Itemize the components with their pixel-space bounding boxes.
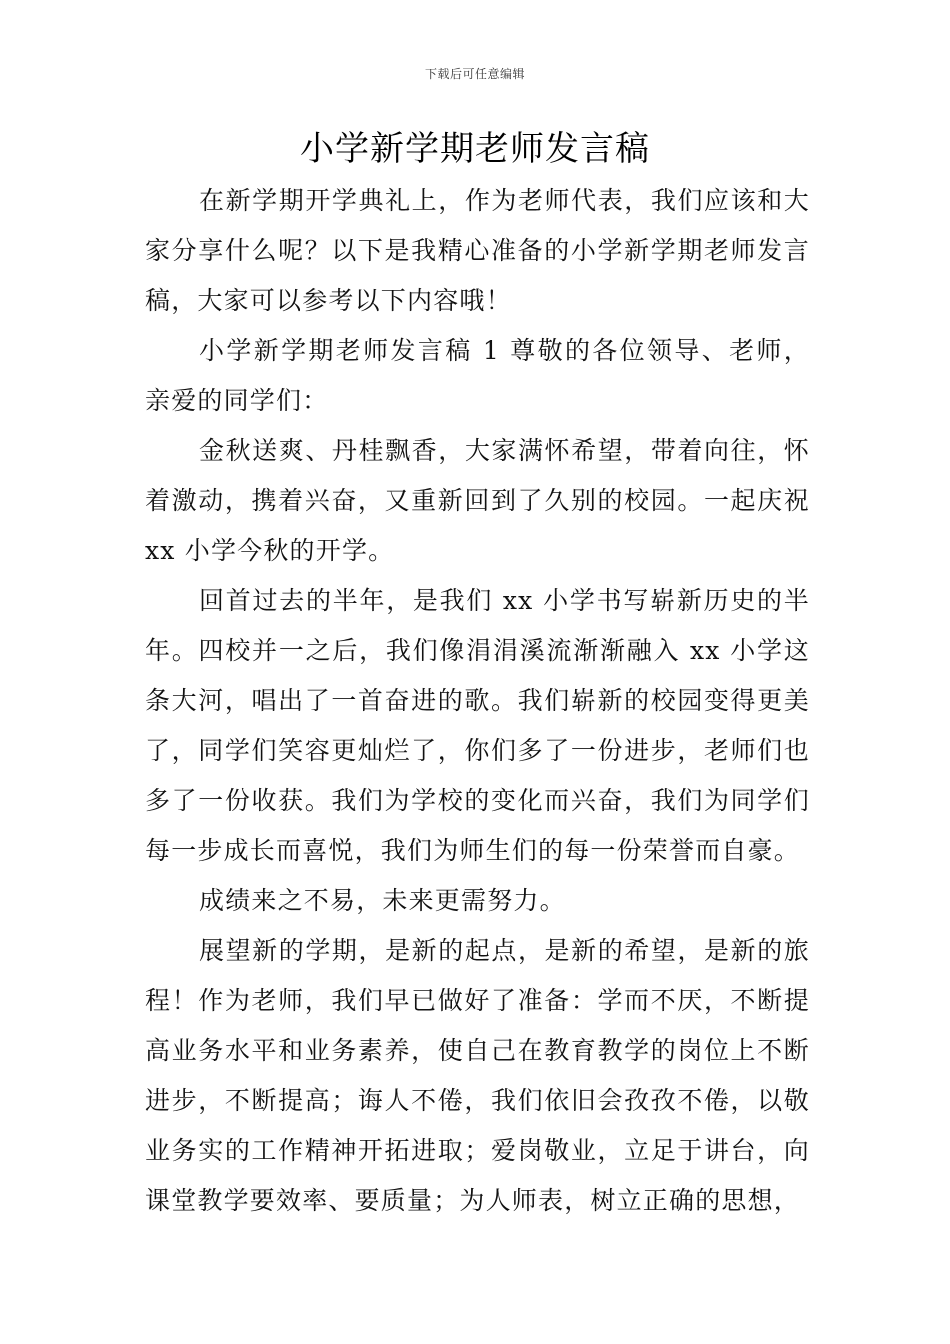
header-note: 下载后可任意编辑 (424, 67, 525, 81)
paragraph-autumn: 金秋送爽、丹桂飘香，大家满怀希望，带着向往，怀着激动，携着兴奋，又重新回到了久别的校园。一起庆祝 xx 小学今秋的开学。 (145, 436, 810, 565)
paragraph-outlook: 展望新的学期，是新的起点，是新的希望，是新的旅程！作为老师，我们早已做好了准备：学而不厌，不断提高业务水平和业务素养，使自己在教育教学的岗位上不断进步，不断提高；诲人不倦，我们依旧会孜孜不倦，以敬业务实的工作精神开拓进取；爱岗敬业，立足于讲台，向课堂教学要效率、要质量；为人师表，树立正确的思想， (145, 936, 810, 1215)
document-title: 小学新学期老师发言稿 (300, 129, 650, 169)
paragraph-salutation: 小学新学期老师发言稿 1 尊敬的各位领导、老师，亲爱的同学们： (145, 336, 810, 415)
paragraph-review: 回首过去的半年，是我们 xx 小学书写崭新历史的半年。四校并一之后，我们像涓涓溪流渐渐融入 xx 小学这条大河，唱出了一首奋进的歌。我们崭新的校园变得更美了，同学们笑容更灿烂了，你们多了一份进步，老师们也多了一份收获。我们为学校的变化而兴奋，我们为同学们每一步成长而喜悦，我们为师生们的每一份荣誉而自豪。 (145, 586, 810, 865)
paragraph-intro: 在新学期开学典礼上，作为老师代表，我们应该和大家分享什么呢？以下是我精心准备的小学新学期老师发言稿，大家可以参考以下内容哦！ (145, 186, 810, 315)
document-body (145, 176, 810, 1226)
paragraph-effort: 成绩来之不易，未来更需努力。 (199, 886, 566, 915)
